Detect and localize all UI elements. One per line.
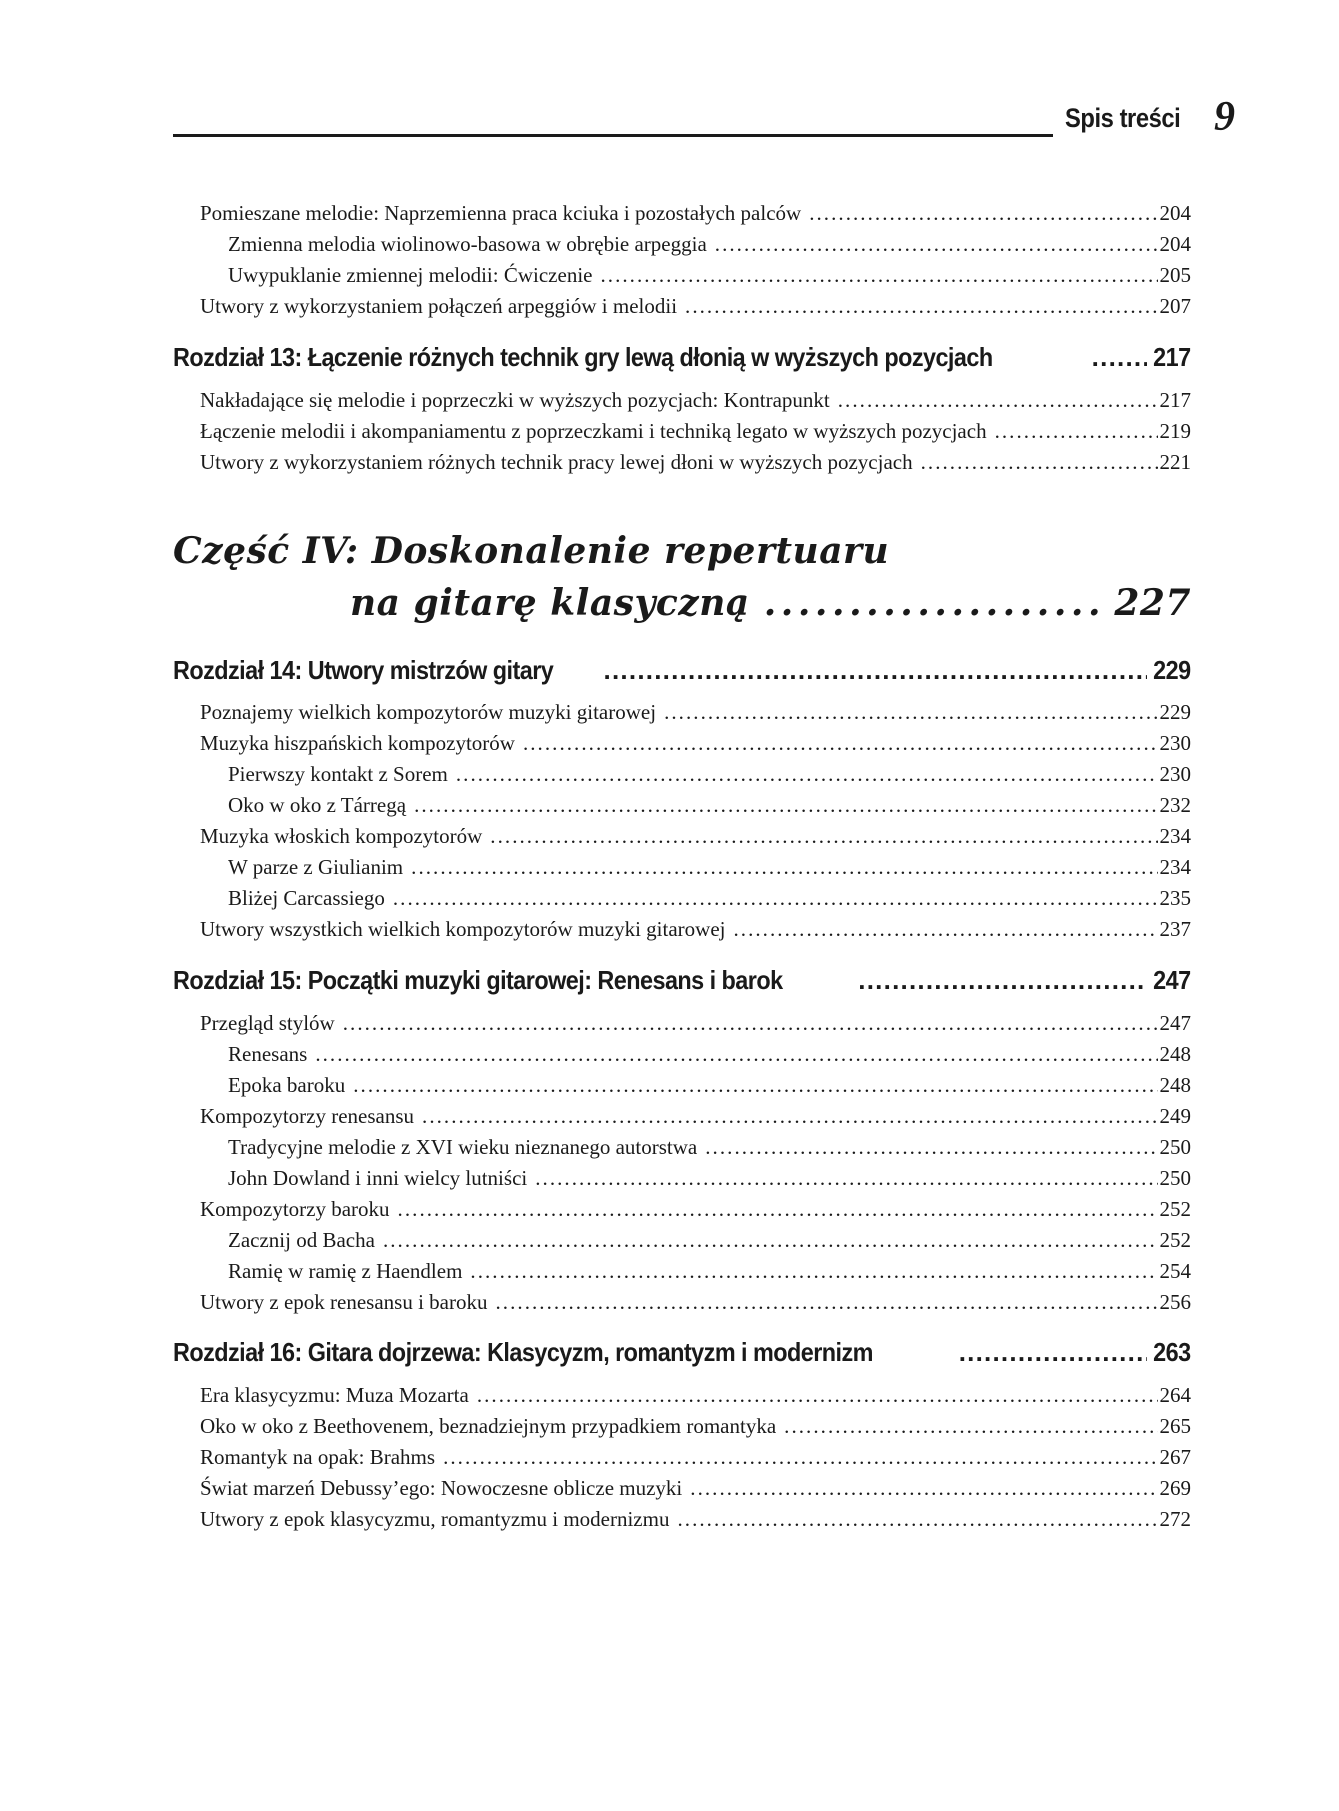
leader-dots — [664, 700, 1157, 725]
leader-dots — [490, 824, 1157, 849]
toc-entry[interactable]: Świat marzeń Debussy’ego: Nowoczesne oblicze muzyki . . . 269 — [200, 1476, 1191, 1502]
toc-entry[interactable]: Utwory z wykorzystaniem połączeń arpeggiów i melodii . . . 207 — [200, 294, 1191, 320]
leader-dots — [809, 201, 1157, 226]
toc-entry[interactable]: Przegląd stylów . . . 247 — [200, 1011, 1191, 1037]
leader-dots — [383, 1228, 1158, 1253]
toc-subentry[interactable]: Pierwszy kontakt z Sorem . . . 230 — [228, 762, 1191, 788]
leader-dots — [921, 450, 1158, 475]
toc-entry[interactable]: Muzyka hiszpańskich kompozytorów . . . 230 — [200, 731, 1191, 757]
leader-dots — [443, 1445, 1157, 1470]
leader-dots — [414, 793, 1157, 818]
chapter-16-heading[interactable]: Rozdział 16: Gitara dojrzewa: Klasycyzm, romantyzm i modernizm . . . 263 — [173, 1337, 1191, 1369]
toc-entry[interactable]: Utwory z epok renesansu i baroku . . . 256 — [200, 1290, 1191, 1316]
header-rule — [173, 134, 1053, 137]
leader-dots — [456, 762, 1158, 787]
toc-entry[interactable]: Pomieszane melodie: Naprzemienna praca kciuka i pozostałych palców . . . 204 — [200, 201, 1191, 227]
leader-dots — [600, 263, 1157, 288]
leader-dots — [398, 1197, 1158, 1222]
chapter-13-heading[interactable]: Rozdział 13: Łączenie różnych technik gry lewą dłonią w wyższych pozycjach . . . 217 — [173, 342, 1191, 374]
leader-dots — [604, 655, 1148, 686]
toc-entry[interactable]: Muzyka włoskich kompozytorów . . . 234 — [200, 824, 1191, 850]
leader-dots — [343, 1011, 1158, 1036]
toc-subentry[interactable]: Zacznij od Bacha . . . 252 — [228, 1228, 1191, 1254]
part-4-page: 227 — [1114, 582, 1191, 624]
toc-entry[interactable]: Kompozytorzy renesansu . . . 249 — [200, 1104, 1191, 1130]
toc-subentry[interactable]: Zmienna melodia wiolinowo-basowa w obrębie arpeggia . . . 204 — [228, 232, 1191, 258]
leader-dots — [685, 294, 1157, 319]
leader-dots — [470, 1259, 1157, 1284]
leader-dots — [959, 1337, 1148, 1368]
toc-entry[interactable]: Oko w oko z Beethovenem, beznadziejnym przypadkiem romantyka . . . 265 — [200, 1414, 1191, 1440]
toc-subentry[interactable]: W parze z Giulianim . . . 234 — [228, 855, 1191, 881]
toc-subentry[interactable]: Uwypuklanie zmiennej melodii: Ćwiczenie . . . 205 — [228, 263, 1191, 289]
toc-entry[interactable]: Romantyk na opak: Brahms . . . 267 — [200, 1445, 1191, 1471]
toc-entry[interactable]: Utwory z wykorzystaniem różnych technik pracy lewej dłoni w wyższych pozycjach . . . 221 — [200, 450, 1191, 476]
toc-entry[interactable]: Utwory wszystkich wielkich kompozytorów muzyki gitarowej . . . 237 — [200, 917, 1191, 943]
toc-entry[interactable]: Utwory z epok klasycyzmu, romantyzmu i modernizmu . . . 272 — [200, 1507, 1191, 1533]
leader-dots — [393, 886, 1158, 911]
leader-dots — [838, 388, 1158, 413]
leader-dots — [496, 1290, 1158, 1315]
toc-subentry[interactable]: Oko w oko z Tárregą . . . 232 — [228, 793, 1191, 819]
leader-dots — [705, 1135, 1157, 1160]
leader-dots — [733, 917, 1157, 942]
page-number: 9 — [1214, 94, 1235, 140]
part-4-title-line1: Część IV: Doskonalenie repertuaru — [173, 530, 890, 572]
leader-dots — [677, 1507, 1157, 1532]
part-4-title-line2[interactable]: na gitarę klasyczną . . . 227 — [350, 582, 1191, 624]
toc-entry[interactable]: Łączenie melodii i akompaniamentu z poprzeczkami i techniką legato w wyższych pozycjach . . . 219 — [200, 419, 1191, 445]
leader-dots — [715, 232, 1158, 257]
leader-dots — [690, 1476, 1157, 1501]
toc-subentry[interactable]: John Dowland i inni wielcy lutniści . . . 250 — [228, 1166, 1191, 1192]
toc-entry[interactable]: Nakładające się melodie i poprzeczki w wyższych pozycjach: Kontrapunkt . . . 217 — [200, 388, 1191, 414]
chapter-15-heading[interactable]: Rozdział 15: Początki muzyki gitarowej: Renesans i barok . . . 247 — [173, 965, 1191, 997]
leader-dots — [535, 1166, 1157, 1191]
toc-subentry[interactable]: Ramię w ramię z Haendlem . . . 254 — [228, 1259, 1191, 1285]
leader-dots — [1092, 342, 1148, 373]
leader-dots — [477, 1383, 1158, 1408]
toc-entry[interactable]: Kompozytorzy baroku . . . 252 — [200, 1197, 1191, 1223]
running-header-title: Spis treści — [1065, 103, 1181, 133]
toc-subentry[interactable]: Renesans . . . 248 — [228, 1042, 1191, 1068]
toc-entry[interactable]: Era klasycyzmu: Muza Mozarta . . . 264 — [200, 1383, 1191, 1409]
leader-dots — [523, 731, 1158, 756]
leader-dots — [784, 1414, 1157, 1439]
leader-dots — [315, 1042, 1157, 1067]
leader-dots — [764, 582, 1107, 624]
leader-dots — [411, 855, 1157, 880]
leader-dots — [995, 419, 1158, 444]
toc-subentry[interactable]: Tradycyjne melodie z XVI wieku nieznanego autorstwa . . . 250 — [228, 1135, 1191, 1161]
leader-dots — [858, 965, 1147, 996]
leader-dots — [353, 1073, 1157, 1098]
toc-subentry[interactable]: Bliżej Carcassiego . . . 235 — [228, 886, 1191, 912]
toc-subentry[interactable]: Epoka baroku . . . 248 — [228, 1073, 1191, 1099]
toc-entry[interactable]: Poznajemy wielkich kompozytorów muzyki gitarowej . . . 229 — [200, 700, 1191, 726]
chapter-14-heading[interactable]: Rozdział 14: Utwory mistrzów gitary . . . 229 — [173, 655, 1191, 687]
leader-dots — [422, 1104, 1157, 1129]
